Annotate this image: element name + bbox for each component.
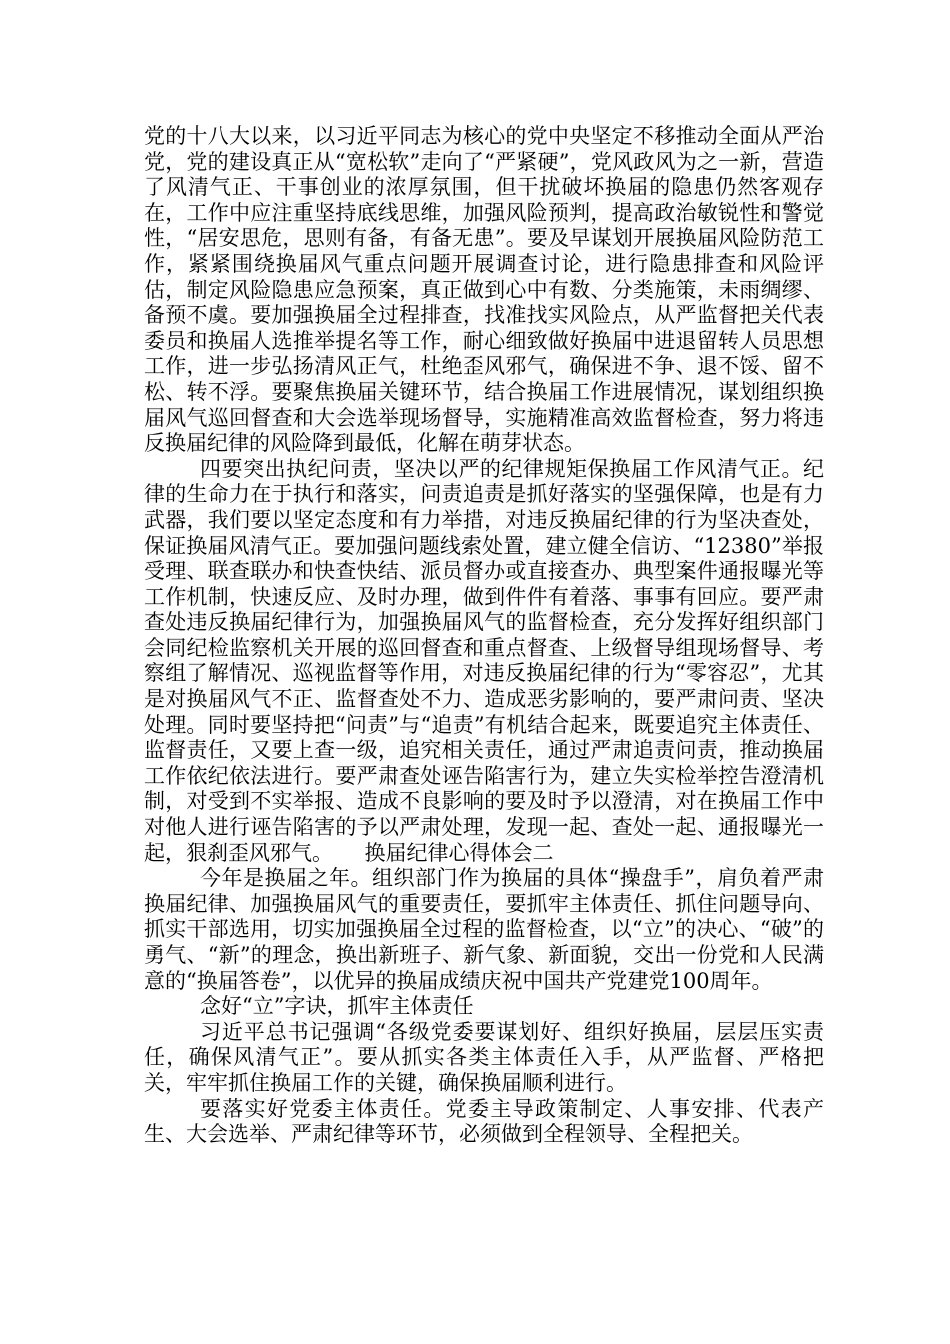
section-heading: 念好“立”字诀，抓牢主体责任 <box>200 994 474 1019</box>
paragraph-5: 要落实好党委主体责任。党委主导政策制定、人事安排、代表产生、大会选举、严肃纪律等环节，必须做到全程领导、全程把关。 <box>144 1096 824 1147</box>
paragraph-4: 习近平总书记强调“各级党委要谋划好、组织好换届，层层压实责任，确保风清气正”。要从抓实各类主体责任入手，从严监督、严格把关，牢牢抓住换届工作的关键，确保换届顺利进行。 <box>144 1019 824 1095</box>
paragraph-1: 党的十八大以来，以习近平同志为核心的党中央坚定不移推动全面从严治党，党的建设真正从“宽松软”走向了“严紧硬”，党风政风为之一新，营造了风清气正、干事创业的浓厚氛围，但干扰破坏换届的隐患仍然客观存在，工作中应注重坚持底线思维，加强风险预判，提高政治敏锐性和警觉性，“居安思危，思则有备，有备无患”。要及早谋划开展换届风险防范工作，紧紧围绕换届风气重点问题开展调查讨论，进行隐患排查和风险评估，制定风险隐患应急预案，真正做到心中有数、分类施策，未雨绸缪、备预不虞。要加强换届全过程排查，找准找实风险点，从严监督把关代表委员和换届人选推举提名等工作，耐心细致做好换届中进退留转人员思想工作，进一步弘扬清风正气，杜绝歪风邪气，确保进不争、退不馁、留不松、转不浮。要聚焦换届关键环节，结合换届工作进展情况，谋划组织换届风气巡回督查和大会选举现场督导，实施精准高效监督检查，努力将违反换届纪律的风险降到最低，化解在萌芽状态。 <box>144 124 824 456</box>
document-page <box>144 124 824 1148</box>
paragraph-3: 今年是换届之年。组织部门作为换届的具体“操盘手”，肩负着严肃换届纪律、加强换届风气的重要责任，要抓牢主体责任、抓住问题导向、抓实干部选用，切实加强换届全过程的监督检查，以“立”的决心、“破”的勇气、“新”的理念，换出新班子、新气象、新面貌，交出一份党和人民满意的“换届答卷”，以优异的换届成绩庆祝中国共产党建党100周年。 <box>144 866 824 993</box>
paragraph-2: 四要突出执纪问责，坚决以严的纪律规矩保换届工作风清气正。纪律的生命力在于执行和落实，问责追责是抓好落实的坚强保障，也是有力武器，我们要以坚定态度和有力举措，对违反换届纪律的行为坚决查处，保证换届风清气正。要加强问题线索处置，建立健全信访、“12380”举报受理、联查联办和快查快结、派员督办或直接查办、典型案件通报曝光等工作机制，快速反应、及时办理，做到件件有着落、事事有回应。要严肃查处违反换届纪律行为，加强换届风气的监督检查，充分发挥好组织部门会同纪检监察机关开展的巡回督查和重点督查、上级督导组现场督导、考察组了解情况、巡视监督等作用，对违反换届纪律的行为“零容忍”，尤其是对换届风气不正、监督查处不力、造成恶劣影响的，要严肃问责、坚决处理。同时要坚持把“问责”与“追责”有机结合起来，既要追究主体责任、监督责任，又要上查一级，追究相关责任，通过严肃追责问责，推动换届工作依纪依法进行。要严肃查处诬告陷害行为，建立失实检举控告澄清机制，对受到不实举报、造成不良影响的要及时予以澄清，对在换届工作中对他人进行诬告陷害的予以严肃处理，发现一起、查处一起、通报曝光一起，狠刹歪风邪气。 换届纪律心得体会二 <box>144 456 824 865</box>
